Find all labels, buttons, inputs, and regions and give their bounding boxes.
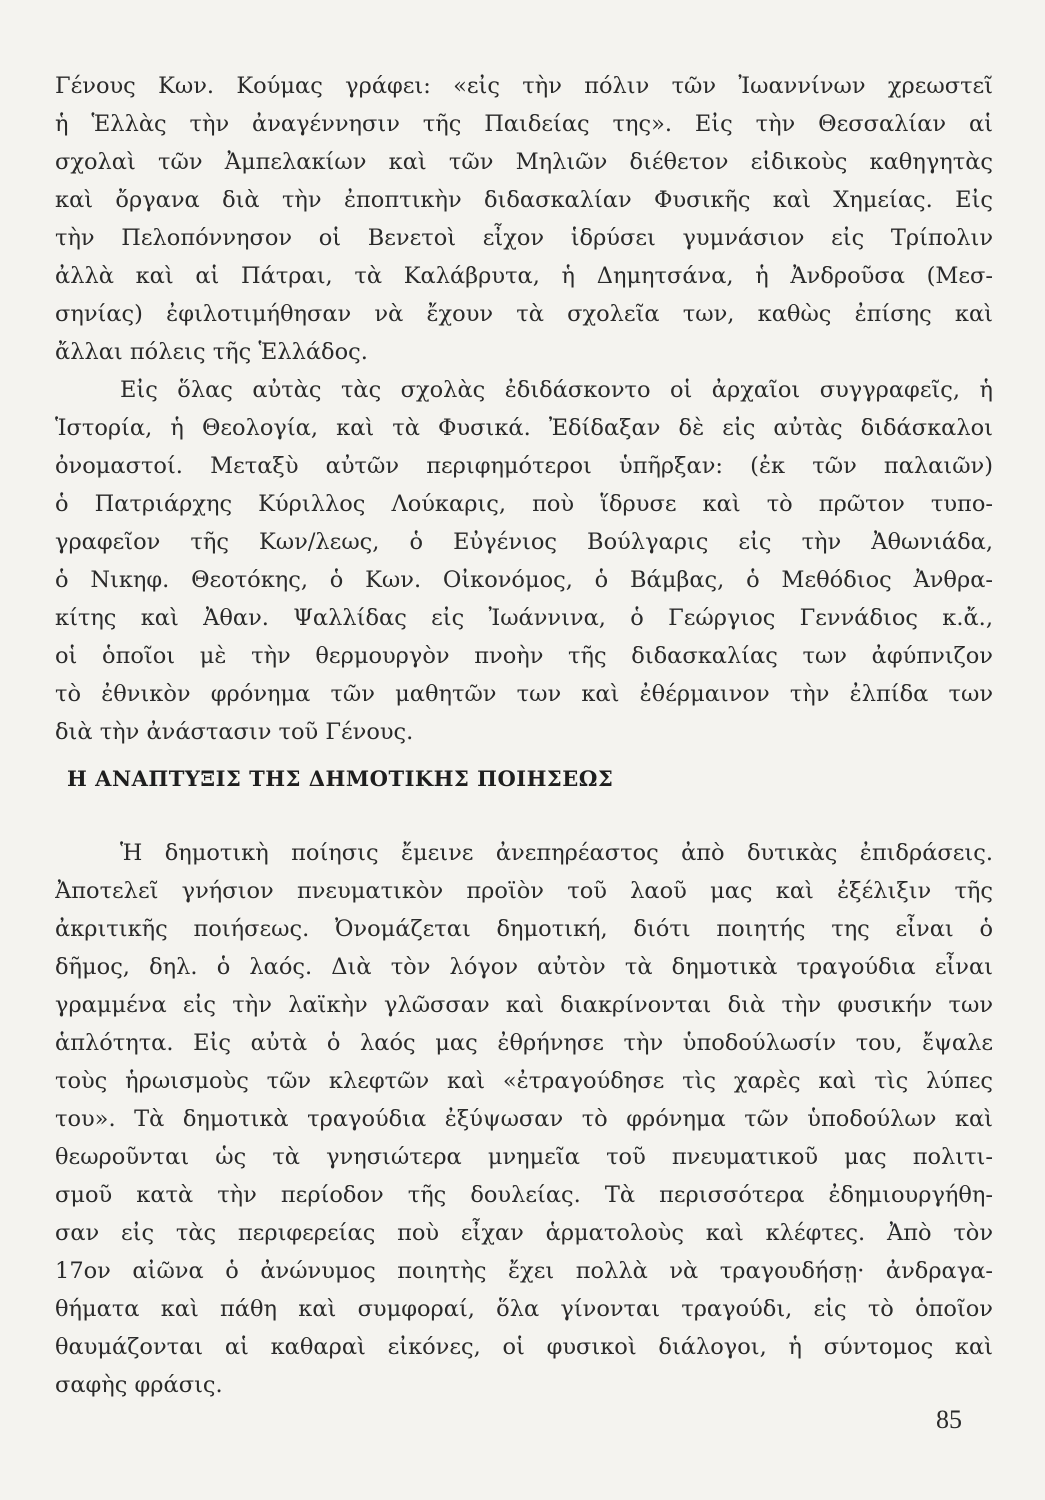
text-line: θήματα καὶ πάθη καὶ συμφοραί, ὅλα γίνονται τραγούδι, εἰς τὸ ὁποῖον	[55, 1296, 993, 1322]
section-heading: Η ΑΝΑΠΤΥΞΙΣ ΤΗΣ ΔΗΜΟΤΙΚΗΣ ΠΟΙΗΣΕΩΣ	[67, 766, 614, 791]
text-line: του». Τὰ δημοτικὰ τραγούδια ἐξύψωσαν τὸ φρόνημα τῶν ὑποδούλων καὶ	[55, 1106, 993, 1132]
text-line: θαυμάζονται αἱ καθαραὶ εἰκόνες, οἱ φυσικοὶ διάλογοι, ἡ σύντομος καὶ	[55, 1334, 993, 1360]
text-line: Ἱστορία, ἡ Θεολογία, καὶ τὰ Φυσικά. Ἐδίδαξαν δὲ εἰς αὐτὰς διδάσκαλοι	[55, 415, 993, 441]
text-line: ἀκριτικῆς ποιήσεως. Ὀνομάζεται δημοτική, διότι ποιητής της εἶναι ὁ	[55, 916, 993, 942]
text-line: ὀνομαστοί. Μεταξὺ αὐτῶν περιφημότεροι ὑπῆρξαν: (ἐκ τῶν παλαιῶν)	[55, 453, 993, 479]
text-line: κίτης καὶ Ἀθαν. Ψαλλίδας εἰς Ἰωάννινα, ὁ Γεώργιος Γεννάδιος κ.ἄ.,	[55, 605, 993, 631]
text-line: 17ον αἰῶνα ὁ ἀνώνυμος ποιητὴς ἔχει πολλὰ νὰ τραγουδήσῃ· ἀνδραγα-	[55, 1258, 993, 1284]
text-line: σηνίας) ἐφιλοτιμήθησαν νὰ ἔχουν τὰ σχολεῖα των, καθὼς ἐπίσης καὶ	[55, 301, 993, 327]
text-line: καὶ ὄργανα διὰ τὴν ἐποπτικὴν διδασκαλίαν Φυσικῆς καὶ Χημείας. Εἰς	[55, 187, 993, 213]
book-page	[55, 66, 993, 1466]
text-line: σαν εἰς τὰς περιφερείας ποὺ εἶχαν ἁρματολοὺς καὶ κλέφτες. Ἀπὸ τὸν	[55, 1220, 993, 1246]
text-line: θεωροῦνται ὡς τὰ γνησιώτερα μνημεῖα τοῦ πνευματικοῦ μας πολιτι-	[55, 1144, 993, 1170]
text-line: δῆμος, δηλ. ὁ λαός. Διὰ τὸν λόγον αὐτὸν τὰ δημοτικὰ τραγούδια εἶναι	[55, 954, 993, 980]
text-line: ἄλλαι πόλεις τῆς Ἑλλάδος.	[55, 339, 368, 365]
text-line: σμοῦ κατὰ τὴν περίοδον τῆς δουλείας. Τὰ περισσότερα ἐδημιουργήθη-	[55, 1182, 993, 1208]
text-line: ἀλλὰ καὶ αἱ Πάτραι, τὰ Καλάβρυτα, ἡ Δημητσάνα, ἡ Ἀνδροῦσα (Μεσ-	[55, 263, 993, 289]
text-line: ὁ Νικηφ. Θεοτόκης, ὁ Κων. Οἰκονόμος, ὁ Βάμβας, ὁ Μεθόδιος Ἀνθρα-	[55, 567, 993, 593]
text-line: Εἰς ὅλας αὐτὰς τὰς σχολὰς ἐδιδάσκοντο οἱ ἀρχαῖοι συγγραφεῖς, ἡ	[120, 377, 993, 403]
text-line: Ἡ δημοτικὴ ποίησις ἔμεινε ἀνεπηρέαστος ἀπὸ δυτικὰς ἐπιδράσεις.	[120, 840, 993, 866]
text-line: ὁ Πατριάρχης Κύριλλος Λούκαρις, ποὺ ἵδρυσε καὶ τὸ πρῶτον τυπο-	[55, 491, 993, 517]
text-line: τὸ ἐθνικὸν φρόνημα τῶν μαθητῶν των καὶ ἐθέρμαινον τὴν ἐλπίδα των	[55, 681, 993, 707]
text-line: Ἀποτελεῖ γνήσιον πνευματικὸν προϊὸν τοῦ λαοῦ μας καὶ ἐξέλιξιν τῆς	[55, 878, 993, 904]
text-line: Γένους Κων. Κούμας γράφει: «εἰς τὴν πόλιν τῶν Ἰωαννίνων χρεωστεῖ	[55, 73, 993, 99]
text-line: διὰ τὴν ἀνάστασιν τοῦ Γένους.	[55, 719, 414, 745]
text-line: τὴν Πελοπόννησον οἱ Βενετοὶ εἶχον ἱδρύσει γυμνάσιον εἰς Τρίπολιν	[55, 225, 993, 251]
text-line: γραφεῖον τῆς Κων/λεως, ὁ Εὐγένιος Βούλγαρις εἰς τὴν Ἀθωνιάδα,	[55, 529, 993, 555]
text-line: σαφὴς φράσις.	[55, 1372, 223, 1398]
text-line: τοὺς ἡρωισμοὺς τῶν κλεφτῶν καὶ «ἐτραγούδησε τὶς χαρὲς καὶ τὶς λύπες	[55, 1068, 993, 1094]
page-number: 85	[936, 1405, 962, 1434]
text-line: σχολαὶ τῶν Ἀμπελακίων καὶ τῶν Μηλιῶν διέθετον εἰδικοὺς καθηγητὰς	[55, 149, 993, 175]
text-line: οἱ ὁποῖοι μὲ τὴν θερμουργὸν πνοὴν τῆς διδασκαλίας των ἀφύπνιζον	[55, 643, 993, 669]
text-line: γραμμένα εἰς τὴν λαϊκὴν γλῶσσαν καὶ διακρίνονται διὰ τὴν φυσικήν των	[55, 992, 993, 1018]
text-line: ἡ Ἑλλὰς τὴν ἀναγέννησιν τῆς Παιδείας της». Εἰς τὴν Θεσσαλίαν αἱ	[55, 111, 993, 137]
text-line: ἁπλότητα. Εἰς αὐτὰ ὁ λαός μας ἐθρήνησε τὴν ὑποδούλωσίν του, ἔψαλε	[55, 1030, 993, 1056]
